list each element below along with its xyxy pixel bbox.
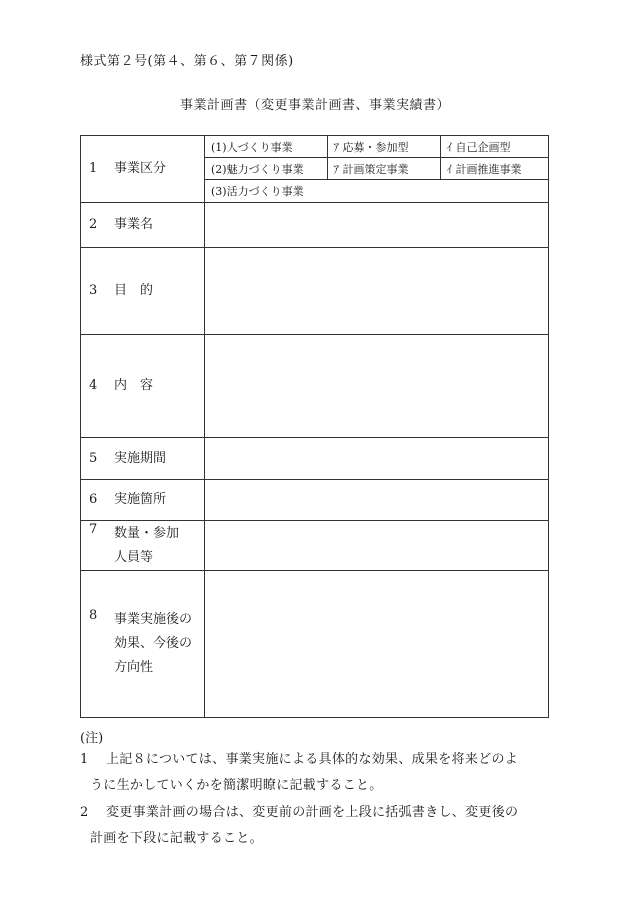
plan-form-table — [80, 135, 549, 718]
note-number: 2 — [80, 805, 89, 820]
quantity-field[interactable] — [205, 521, 549, 571]
row-content — [81, 335, 549, 438]
row-label: 内 容 — [114, 378, 154, 394]
note-text: 変更事業計画の場合は、変更前の計画を上段に括弧書きし、変更後の — [106, 805, 519, 820]
note-text-continued: うに生かしていくかを簡潔明瞭に記載すること。 — [90, 778, 383, 793]
category-type: ｱ 計画策定事業 — [327, 158, 440, 180]
location-field[interactable] — [205, 480, 549, 521]
row-number: 4 — [89, 378, 98, 394]
note-number: 1 — [80, 752, 89, 767]
category-type: ｲ 計画推進事業 — [440, 158, 548, 180]
label-cell — [81, 335, 205, 438]
row-business-category — [81, 136, 549, 203]
category-row — [205, 136, 548, 158]
row-label: 事業区分 — [114, 161, 167, 177]
row-period — [81, 438, 549, 480]
note-text-continued: 計画を下段に記載すること。 — [90, 831, 263, 846]
label-cell — [81, 203, 205, 248]
category-type: ｱ 応募・参加型 — [327, 136, 440, 158]
label-cell — [81, 571, 205, 718]
row-quantity — [81, 521, 549, 571]
content-field[interactable] — [205, 335, 549, 438]
period-field[interactable] — [205, 438, 549, 480]
row-effects — [81, 571, 549, 718]
effects-field[interactable] — [205, 571, 549, 718]
row-number: 2 — [89, 217, 98, 233]
note-text: 上記８については、事業実施による具体的な効果、成果を将来どのよ — [106, 752, 519, 767]
row-business-name — [81, 203, 549, 248]
notes-heading: (注) — [80, 731, 104, 746]
category-name: (3)活力づくり事業 — [211, 184, 304, 198]
row-label: 実施期間 — [114, 450, 167, 466]
category-grid — [205, 136, 548, 201]
empty-cell — [440, 180, 548, 202]
document-title: 事業計画書（変更事業計画書、事業実績書） — [179, 98, 450, 113]
category-name: (2)魅力づくり事業 — [205, 158, 327, 180]
form-number: 様式第２号(第４、第６、第７関係) — [80, 54, 294, 69]
row-number: 3 — [89, 283, 98, 299]
row-label: 事業名 — [114, 217, 154, 233]
category-row — [205, 180, 548, 202]
label-cell — [81, 480, 205, 521]
row-location — [81, 480, 549, 521]
label-cell — [81, 248, 205, 335]
category-type: ｲ 自己企画型 — [440, 136, 548, 158]
empty-cell — [327, 180, 440, 202]
purpose-field[interactable] — [205, 248, 549, 335]
row-number: 6 — [89, 492, 98, 508]
row-label: 実施箇所 — [114, 492, 167, 508]
row-purpose — [81, 248, 549, 335]
row-number: 7 — [89, 521, 98, 537]
category-row — [205, 158, 548, 180]
label-cell — [81, 136, 205, 203]
label-cell — [81, 521, 205, 571]
row-number: 8 — [89, 608, 98, 623]
category-cell — [205, 136, 549, 203]
category-name: (1)人づくり事業 — [205, 136, 327, 158]
label-cell — [81, 438, 205, 480]
note-item — [80, 800, 554, 852]
row-number: 5 — [89, 450, 98, 466]
row-label: 事業実施後の 効果、今後の 方向性 — [114, 612, 193, 675]
business-name-field[interactable] — [205, 203, 549, 248]
note-item — [80, 747, 554, 799]
row-label: 目 的 — [114, 283, 154, 299]
row-label: 数量・参加 人員等 — [114, 525, 180, 565]
row-number: 1 — [89, 161, 98, 177]
